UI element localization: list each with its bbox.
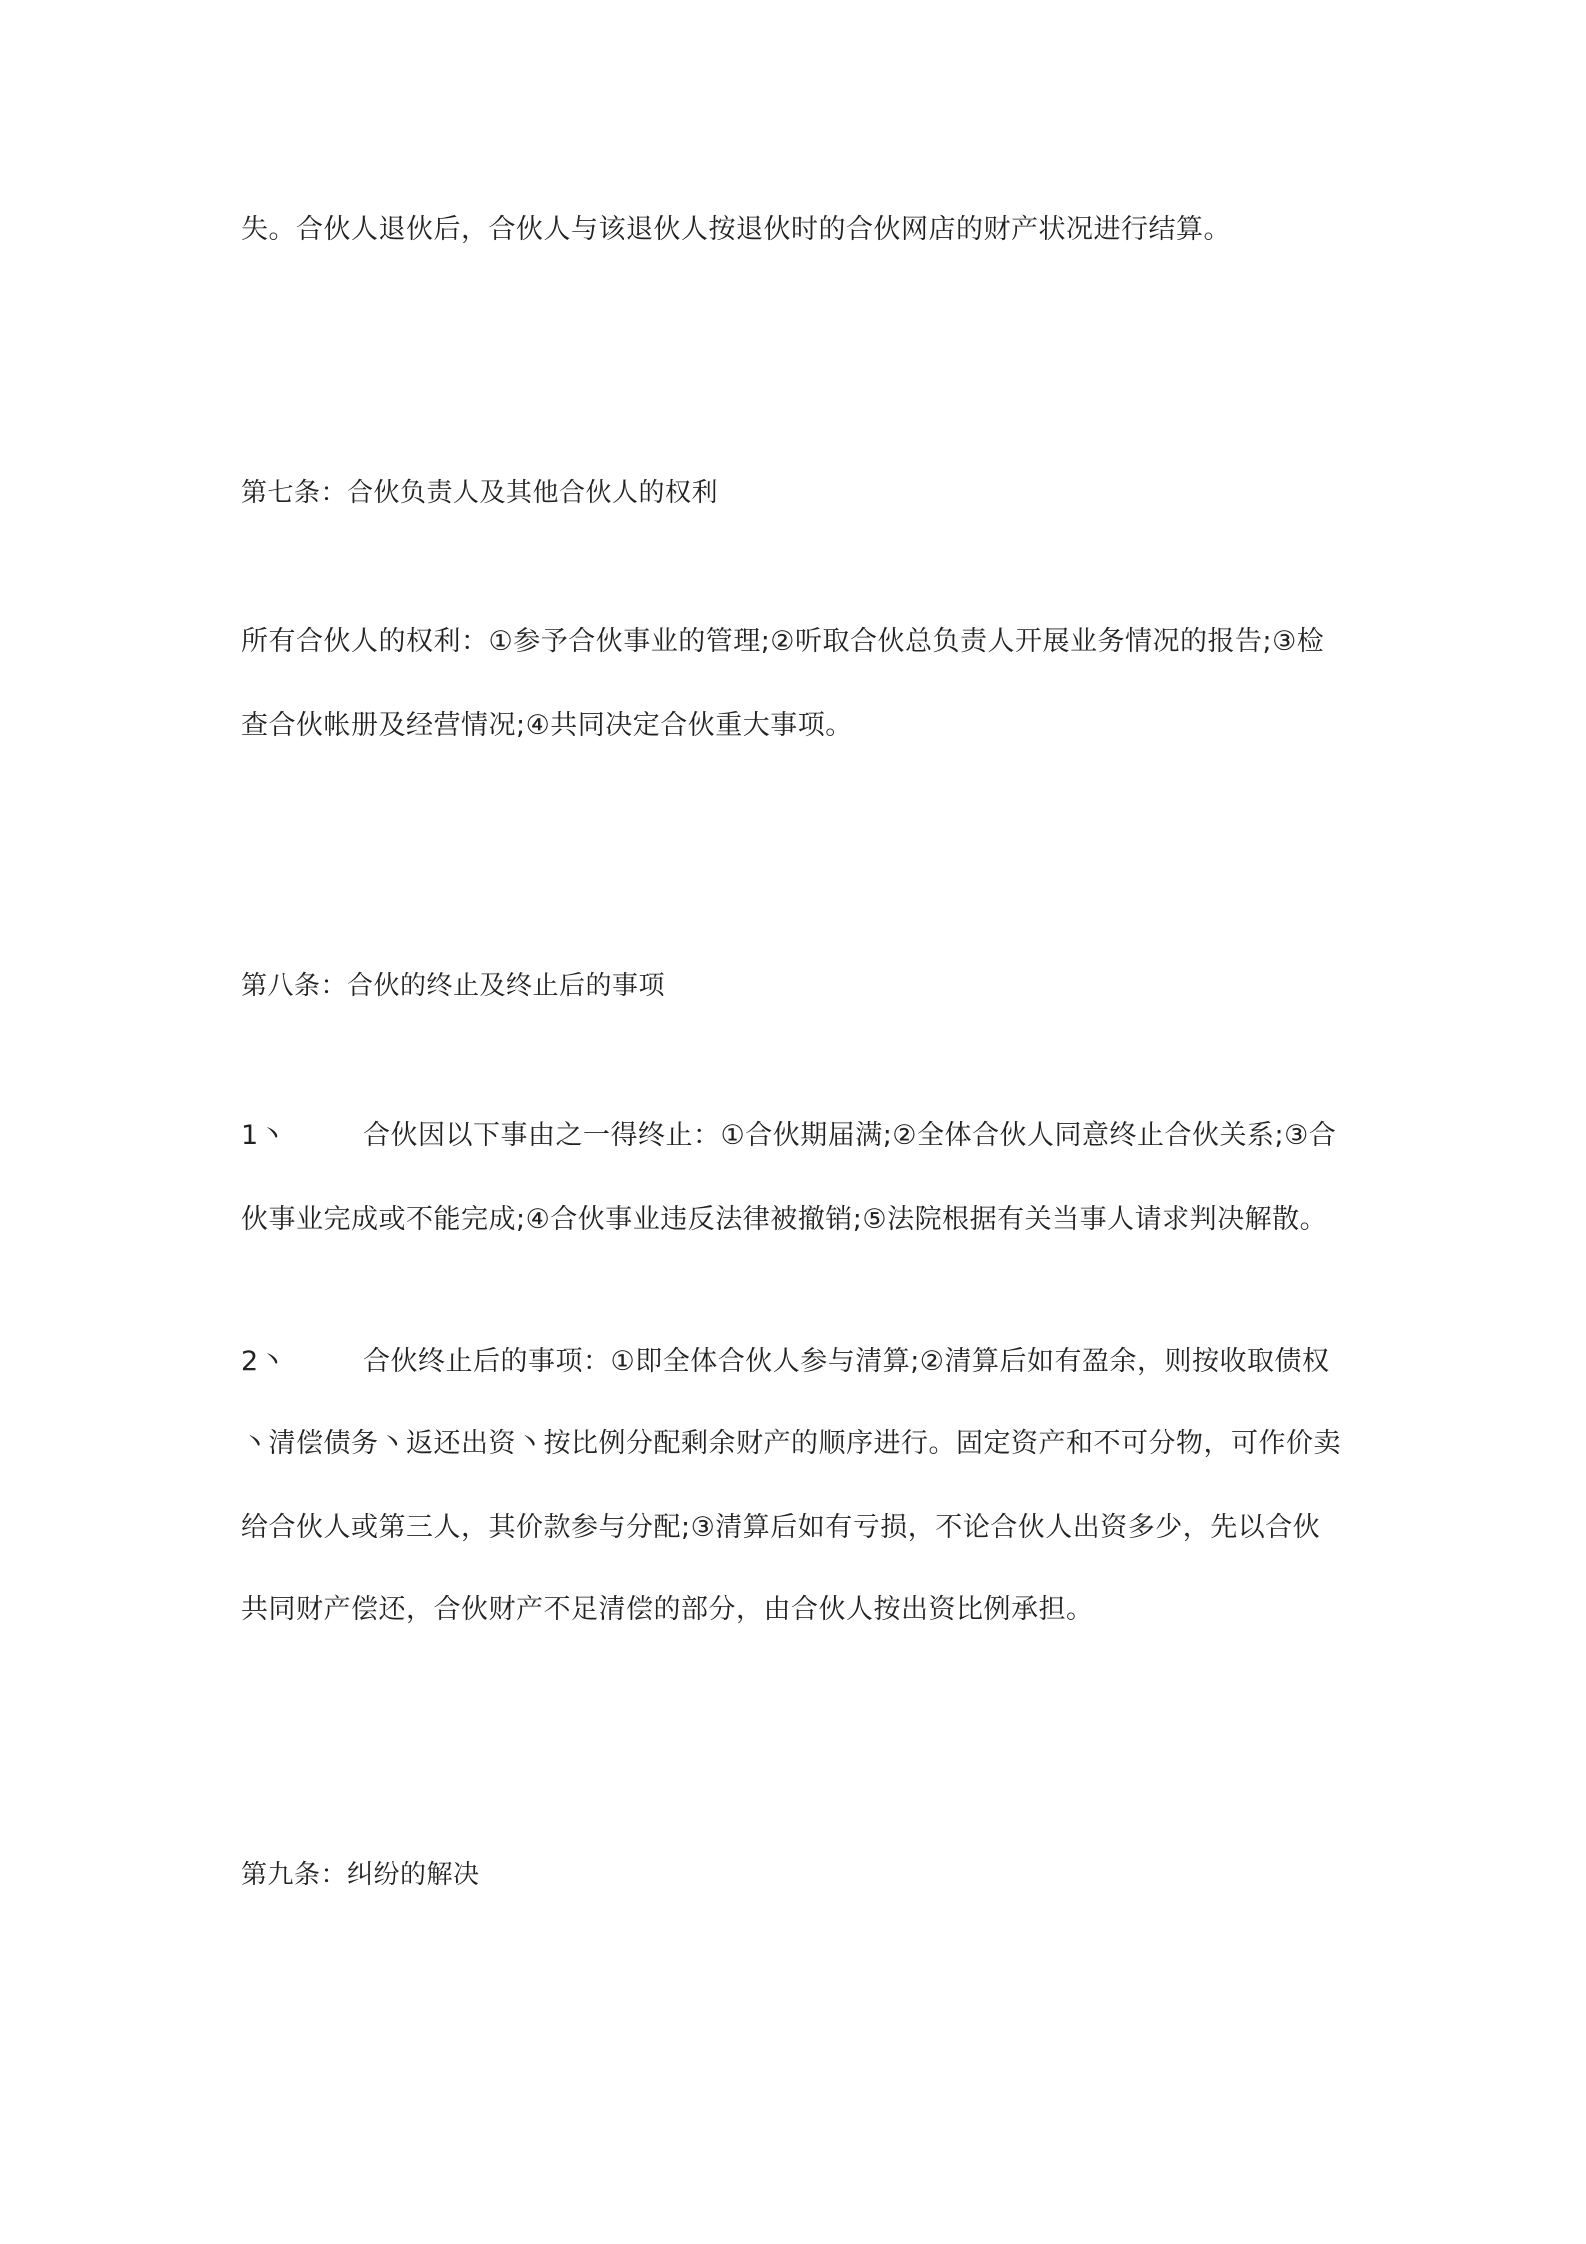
article-7-body-line-2: 查合伙帐册及经营情况;④共同决定合伙重大事项。	[241, 710, 853, 741]
item-1-line-1	[241, 1116, 1351, 1156]
article-7-body-line-1: 所有合伙人的权利：①参予合伙事业的管理;②听取合伙总负责人开展业务情况的报告;③检	[241, 626, 1325, 657]
item-2-text: 合伙终止后的事项：①即全体合伙人参与清算;②清算后如有盈余，则按收取债权	[363, 1346, 1330, 1377]
article-9-heading: 第九条：纠纷的解决	[241, 1860, 480, 1890]
item-1-line-2: 伙事业完成或不能完成;④合伙事业违反法律被撤销;⑤法院根据有关当事人请求判决解散。	[241, 1204, 1328, 1235]
item-2-line-4: 共同财产偿还，合伙财产不足清偿的部分，由合伙人按出资比例承担。	[241, 1594, 1094, 1625]
item-1-text: 合伙因以下事由之一得终止：①合伙期届满;②全体合伙人同意终止合伙关系;③合	[363, 1120, 1337, 1151]
item-2-line-3: 给合伙人或第三人，其价款参与分配;③清算后如有亏损，不论合伙人出资多少，先以合伙	[241, 1512, 1321, 1543]
paragraph-intro: 失。合伙人退伙后，合伙人与该退伙人按退伙时的合伙网店的财产状况进行结算。	[241, 214, 1231, 245]
item-2-line-2: 丶清偿债务丶返还出资丶按比例分配剩余财产的顺序进行。固定资产和不可分物，可作价卖	[241, 1428, 1341, 1459]
item-1-number: 1丶	[241, 1120, 287, 1151]
item-2-line-1	[241, 1342, 1351, 1382]
item-2-number: 2丶	[241, 1346, 287, 1377]
article-7-heading: 第七条：合伙负责人及其他合伙人的权利	[241, 478, 719, 508]
article-8-heading: 第八条：合伙的终止及终止后的事项	[241, 971, 666, 1001]
